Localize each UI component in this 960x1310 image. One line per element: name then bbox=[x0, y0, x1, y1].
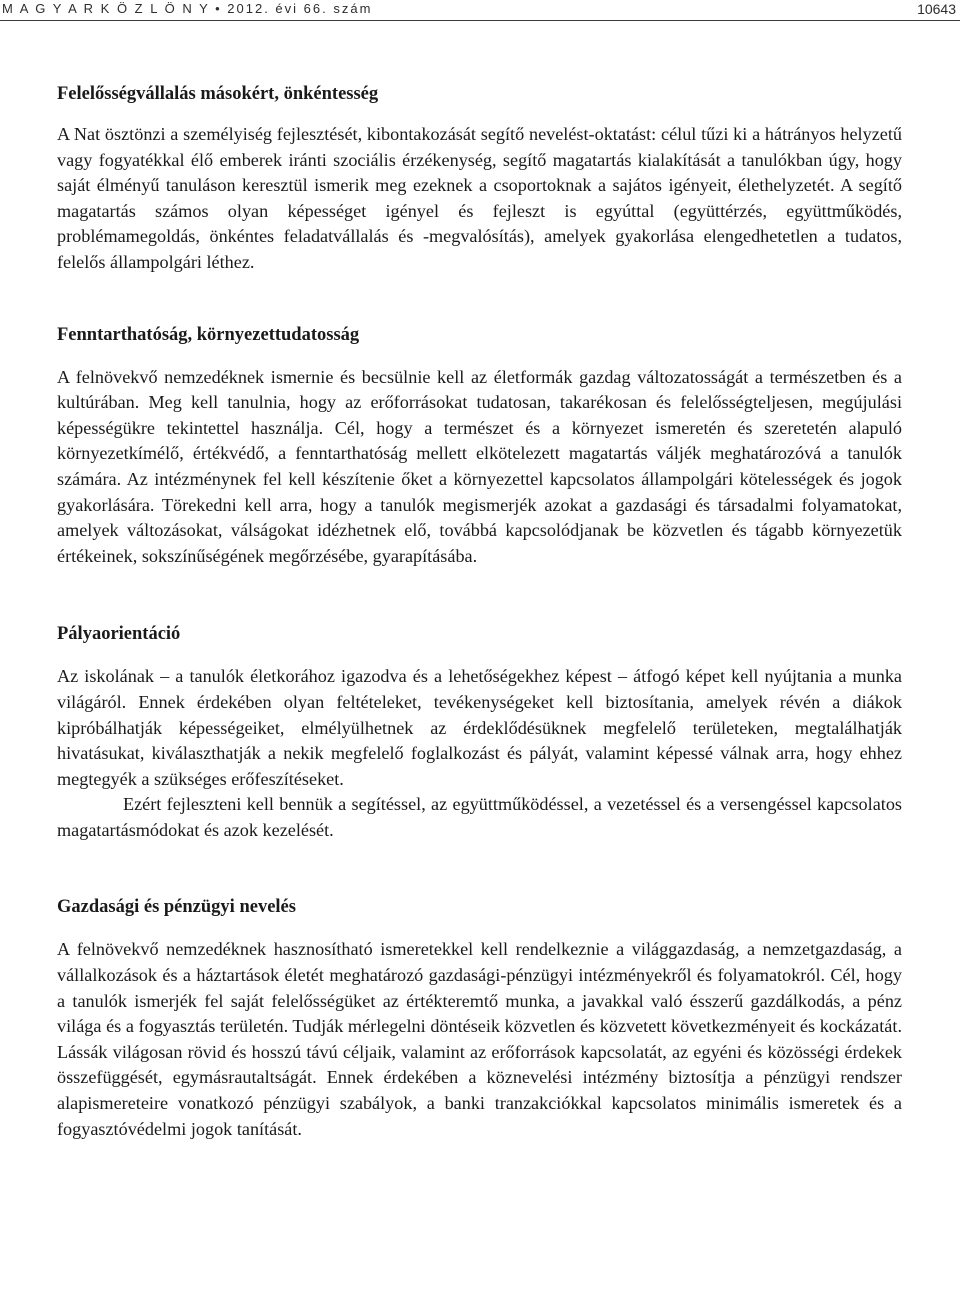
section-paragraph: A felnövekvő nemzedéknek hasznosítható ismeretekkel kell rendelkeznie a világgazdaság, a nemzetgazdaság, a vállalkozások és a háztartások életét meghatározó gazdasági-pénzügyi intézményekről és folyamatokról. Cél, hogy a tanulók ismerjék fel saját felelősségüket az értékteremtő munka, a javakkal való ésszerű gazdálkodás, a pénz világa és a fogyasztás területén. Tudják mérlegelni döntéseik közvetlen és közvetett következményeit és kockázatát. Lássák világosan rövid és hosszú távú céljaik, valamint az erőforrások kapcsolatát, az egyéni és közösségi érdekek összefüggését, egymásrautaltságát. Ennek érdekében a köznevelési intézmény biztosítja a pénzügyi rendszer alapismereteire vonatkozó pénzügyi szabályok, a banki tranzakciókkal kapcsolatos minimális ismeretek és a fogyasztóvédelmi jogok tanítását. bbox=[57, 939, 902, 1139]
section-heading: Gazdasági és pénzügyi nevelés bbox=[57, 897, 296, 918]
header-rule bbox=[0, 20, 960, 21]
section-paragraph: A felnövekvő nemzedéknek ismernie és becsülnie kell az életformák gazdag változatosságát a természetben és a kultúrában. Meg kell tanulnia, hogy az erőforrásokat tudatosan, takarékosan és felelősségteljesen, megújulási képességükre tekintettel használja. Cél, hogy a természet és a környezet ismeretén és szeretetén alapuló környezetkímélő, értékvédő, a fenntarthatóság mellett elkötelezett magatartás váljék meghatározóvá a tanulók számára. Az intézménynek fel kell készítenie őket a környezettel kapcsolatos állampolgári kötelességek és jogok gyakorlására. Törekedni kell arra, hogy a tanulók megismerjék azokat a gazdasági és társadalmi folyamatokat, amelyek változásokat, válságokat idézhetnek elő, továbbá kapcsolódjanak be közvetlen és tágabb környezetük értékeinek, sokszínűségének megőrzésébe, gyarapításába. bbox=[57, 366, 902, 566]
section-paragraph: A Nat ösztönzi a személyiség fejlesztését, kibontakozását segítő nevelést-oktatást: célul tűzi ki a hátrányos helyzetű vagy fogyatékkal élő emberek iránti szociális érzékenység, segítő magatartás kialakítását a tanulókban úgy, hogy saját élményű tanuláson keresztül ismerik meg ezeknek a csoportoknak a sajátos igényeit, élethelyzetét. A segítő magatartás számos olyan képességet igényel és fejleszt is egyúttal (együttérzés, együttműködés, problémamegoldás, önkéntes feladatvállalás és -megvalósítás), amelyek gyakorlása elengedhetetlen a tudatos, felelős állampolgári léthez. bbox=[57, 124, 902, 272]
section-paragraph: Ezért fejleszteni kell bennük a segítéssel, az együttműködéssel, a vezetéssel és a versengéssel kapcsolatos magatartásmódokat és azok kezelését. bbox=[57, 794, 902, 840]
section-heading: Fenntarthatóság, környezettudatosság bbox=[57, 324, 360, 345]
section-heading: Pályaorientáció bbox=[57, 624, 181, 645]
page-header bbox=[0, 0, 960, 20]
section-sustainability bbox=[57, 323, 902, 570]
section-paragraph: Az iskolának – a tanulók életkorához igazodva és a lehetőségekhez képest – átfogó képet kell nyújtania a munka világáról. Ennek érdekében olyan feltételeket, tevékenységeket kell biztosítania, amelyek révén a diákok kipróbálhatják képességeiket, elmélyülhetnek az érdeklődésüknek megfelelő területeken, megtalálhatják hivatásukat, kiválaszthatják a nekik megfelelő foglalkozást és pályát, valamint képessé válnak arra, hogy ehhez megtegyék a szükséges erőfeszítéseket. bbox=[57, 666, 902, 789]
document-body bbox=[57, 82, 902, 1142]
section-career-orientation bbox=[57, 622, 902, 843]
running-title: M A G Y A R K Ö Z L Ö N Y • 2012. évi 66. szám bbox=[2, 1, 373, 16]
section-responsibility bbox=[57, 82, 902, 276]
section-heading: Felelősségvállalás másokért, önkéntesség bbox=[57, 84, 379, 104]
section-economic-education bbox=[57, 895, 902, 1142]
page-number: 10643 bbox=[917, 1, 956, 17]
